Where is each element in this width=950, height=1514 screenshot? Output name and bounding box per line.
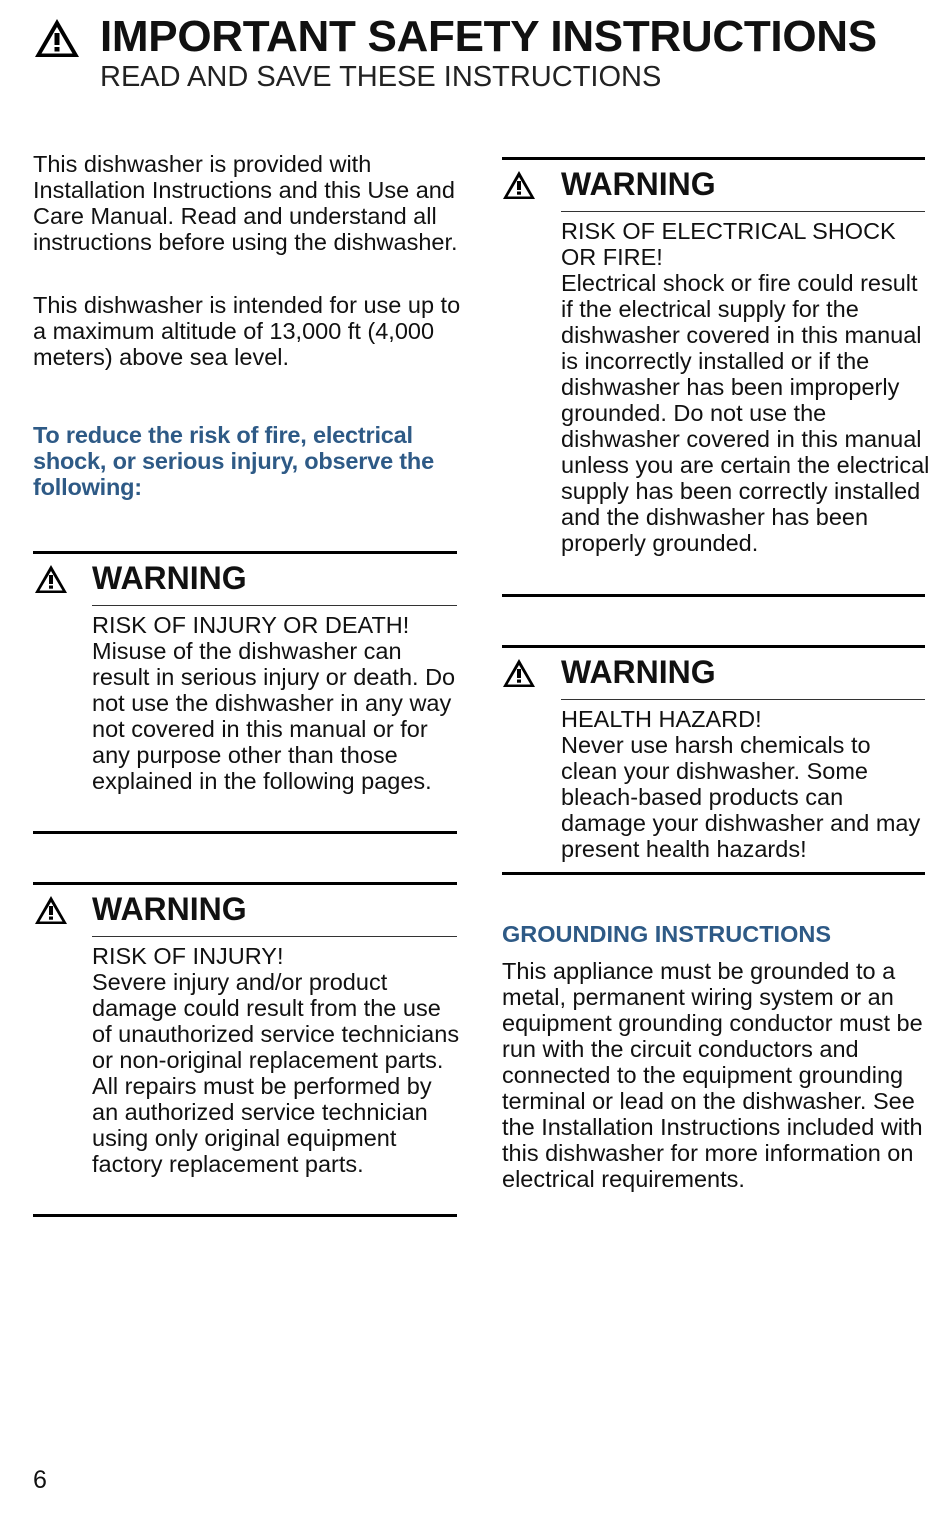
warning-text: Never use harsh chemicals to clean your dishwasher. Some bleach-based products can damage your dishwasher and may present health hazards! [561,732,921,862]
warning-heading: WARNING [561,654,716,690]
warning-triangle-icon [34,18,80,58]
grounding-heading: GROUNDING INSTRUCTIONS [502,921,831,947]
warning-risk-label: HEALTH HAZARD! [561,706,762,732]
warning-separator [92,605,457,606]
warning-separator [561,699,925,700]
warning-text: Electrical shock or fire could result if the electrical supply for the dishwasher covered in this manual is incorrectly installed or if the dishwasher has been improperly grounded. Do not use the dishwasher covered in this manual unless you are certain the electrical supply has been correctly installed and the dishwasher has been properly grounded. [561,270,930,556]
warning-separator [92,936,457,937]
warning-separator [561,211,925,212]
warning-risk-label: RISK OF INJURY! [92,943,284,969]
warning-top-rule [502,157,925,160]
warning-bottom-rule [502,594,925,597]
warning-triangle-icon [34,564,68,594]
warning-top-rule [33,551,457,554]
warning-text: Severe injury and/or product damage could result from the use of unauthorized service technicians or non-original replacement parts. All repairs must be performed by an authorized service technician using only original equipment factory replacement parts. [92,969,460,1177]
warning-heading: WARNING [92,891,247,927]
warning-bottom-rule [33,1214,457,1217]
warning-top-rule [33,882,457,885]
warning-heading: WARNING [561,166,716,202]
page-number: 6 [33,1466,47,1494]
warning-bottom-rule [502,872,925,875]
warning-heading: WARNING [92,560,247,596]
safety-emphasis-text: To reduce the risk of fire, electrical shock, or serious injury, observe the following: [33,422,434,500]
intro-paragraph-2: This dishwasher is intended for use up to a maximum altitude of 13,000 ft (4,000 meters) above sea level. [33,292,461,370]
warning-top-rule [502,645,925,648]
warning-risk-label: RISK OF INJURY OR DEATH! [92,612,410,638]
warning-triangle-icon [502,658,536,688]
warning-risk-label: RISK OF ELECTRICAL SHOCK OR FIRE! [561,218,896,270]
warning-bottom-rule [33,831,457,834]
warning-text: Misuse of the dishwasher can result in serious injury or death. Do not use the dishwasher in any way not covered in this manual or for any purpose other than those explained in the following pages. [92,638,456,794]
intro-paragraph-1: This dishwasher is provided with Installation Instructions and this Use and Care Manual. Read and understand all instructions before using the dishwasher. [33,151,458,255]
page-subtitle: READ AND SAVE THESE INSTRUCTIONS [100,61,662,93]
grounding-text: This appliance must be grounded to a metal, permanent wiring system or an equipment grounding conductor must be run with the circuit conductors and connected to the equipment grounding terminal or lead on the dishwasher. See the Installation Instructions included with this dishwasher for more information on electrical requirements. [502,958,923,1192]
warning-triangle-icon [502,170,536,200]
page-title: IMPORTANT SAFETY INSTRUCTIONS [100,12,877,61]
warning-triangle-icon [34,895,68,925]
